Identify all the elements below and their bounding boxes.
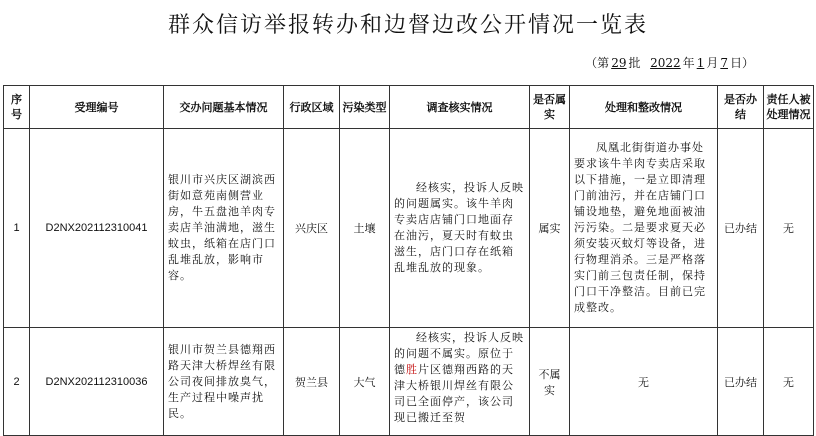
cell-done: 已办结 bbox=[718, 129, 764, 328]
survey-text-b: 片区德翔西路的天津大桥银川焊丝有限公司已全面停产，该公司现已搬迁至贺 bbox=[394, 363, 514, 424]
batch-year-label: 年 bbox=[682, 56, 695, 70]
header-issue: 交办问题基本情况 bbox=[164, 86, 284, 129]
cell-handling: 无 bbox=[570, 328, 718, 436]
cell-verified: 属实 bbox=[530, 129, 570, 328]
batch-day: 7 bbox=[720, 56, 728, 70]
batch-open: （第 bbox=[585, 56, 610, 70]
header-pollution-type: 污染类型 bbox=[340, 86, 390, 129]
batch-month-label: 月 bbox=[706, 56, 719, 70]
cell-seq: 2 bbox=[4, 328, 30, 436]
cell-region: 兴庆区 bbox=[284, 129, 340, 328]
cell-seq: 1 bbox=[4, 129, 30, 328]
batch-label: 批 bbox=[628, 56, 641, 70]
header-done: 是否办结 bbox=[718, 86, 764, 129]
batch-year: 2022 bbox=[650, 56, 681, 70]
cell-issue: 银川市贺兰县德翔西路天津大桥焊丝有限公司夜间排放臭气，生产过程中噪声扰民。 bbox=[164, 328, 284, 436]
header-verified: 是否属实 bbox=[530, 86, 570, 129]
header-region: 行政区域 bbox=[284, 86, 340, 129]
cell-penalty: 无 bbox=[764, 328, 814, 436]
cell-region: 贺兰县 bbox=[284, 328, 340, 436]
header-seq: 序号 bbox=[4, 86, 30, 129]
cell-verified: 不属实 bbox=[530, 328, 570, 436]
batch-info bbox=[585, 54, 754, 71]
header-row bbox=[4, 86, 814, 129]
survey-highlight: 胜 bbox=[406, 363, 418, 376]
header-handling: 处理和整改情况 bbox=[570, 86, 718, 129]
table-row bbox=[4, 328, 814, 436]
header-id: 受理编号 bbox=[30, 86, 164, 129]
survey-text-a: 经核实，投诉人反映的问题不属实。原位于德 bbox=[394, 331, 524, 376]
cell-survey bbox=[390, 328, 530, 436]
cell-done: 已办结 bbox=[718, 328, 764, 436]
cell-pollution-type: 土壤 bbox=[340, 129, 390, 328]
cell-pollution-type: 大气 bbox=[340, 328, 390, 436]
batch-number: 29 bbox=[611, 56, 627, 70]
page-title: 群众信访举报转办和边督边改公开情况一览表 bbox=[167, 13, 648, 38]
petition-table bbox=[3, 85, 814, 436]
batch-month: 1 bbox=[696, 56, 705, 70]
cell-issue: 银川市兴庆区湖滨西街如意苑南侧营业房，牛五盘池羊肉专卖店羊油满地，滋生蚊虫，纸箱在店门口乱堆乱放，影响市容。 bbox=[164, 129, 284, 328]
table-row bbox=[4, 129, 814, 328]
cell-survey: 经核实，投诉人反映的问题属实。该牛羊肉专卖店店铺门口地面存在油污，夏天时有蚊虫滋生，店门口存在纸箱乱堆乱放的现象。 bbox=[390, 129, 530, 328]
batch-close: 日） bbox=[729, 56, 754, 70]
cell-handling: 凤凰北街街道办事处要求该牛羊肉专卖店采取以下措施，一是立即清理门前油污，并在店铺门口铺设地垫，避免地面被油污污染。二是要求夏天必须安装灭蚊灯等设备，进行物理消杀。三是严格落实门前三包责任制，保持门口干净整洁。目前已完成整改。 bbox=[570, 129, 718, 328]
cell-id: D2NX202112310036 bbox=[30, 328, 164, 436]
header-survey: 调查核实情况 bbox=[390, 86, 530, 129]
header-penalty: 责任人被处理情况 bbox=[764, 86, 814, 129]
cell-penalty: 无 bbox=[764, 129, 814, 328]
cell-id: D2NX202112310041 bbox=[30, 129, 164, 328]
